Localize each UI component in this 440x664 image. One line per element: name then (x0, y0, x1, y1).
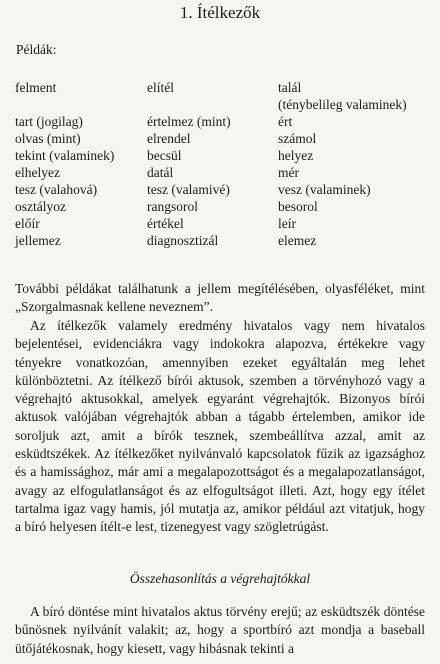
verb-item: tesz (valahová) (15, 182, 98, 197)
verb-item: leír (278, 216, 296, 231)
verb-item: értelmez (mint) (147, 114, 231, 129)
verb-item: számol (278, 131, 317, 146)
verb-item: jellemez (15, 233, 61, 248)
verb-item: ért (278, 114, 293, 129)
verb-item: helyez (278, 148, 314, 163)
verb-item: elemez (278, 233, 317, 248)
body-paragraph: Az ítélkezők valamely eredmény hivatalos vagy nem hivatalos bejelentései, evidenciákra vagy indokokra alapozva, értékekre vagy tényekre vonatkozóan, amennyiben ezeket egyáltalán meg lehet különböztetni. Az ítélkező bírói aktusok, szemben a törvényhozó vagy a végrehajtó aktusokkal, amelyek egyaránt végrehajtók. Bizonyos bírói aktusok valójában végrehajtók abban a tágabb értelemben, amikor ide soroljuk azt, amit a bírók tesznek, szembeállítva azzal, amit az esküdtszékek. Az ítélkezőket nyilvánvaló kapcsolatok fűzik az igazsághoz és a hamissághoz, már ami a megalapozottságot és a megalapozatlanságot, avagy az elfogulatlanságot és az elfogultságot illeti. Azt, hogy egy ítélet tartalma igaz vagy hamis, jól mutatja az, amikor például azt vitatjuk, hogy a bíró helyesen ítélt-e lest, tizenegyest vagy szögletrúgást. (15, 318, 425, 535)
verb-item: datál (147, 165, 174, 180)
verb-item: rangsorol (147, 199, 198, 214)
verb-item: osztályoz (15, 199, 66, 214)
verb-item: (ténybelileg valaminek) (278, 97, 407, 112)
verb-item: felment (15, 80, 57, 95)
verb-item: diagnosztizál (147, 233, 219, 248)
verb-item: tart (jogilag) (15, 114, 83, 129)
verb-item: elhelyez (15, 165, 60, 180)
verb-item: elrendel (147, 131, 191, 146)
verb-item: becsül (147, 148, 182, 163)
verb-item: elítél (147, 80, 174, 95)
verb-item: előír (15, 216, 40, 231)
section-title: 1. Ítélkezők (179, 3, 261, 22)
verb-item: olvas (mint) (15, 131, 81, 146)
verb-item: vesz (valaminek) (278, 182, 371, 197)
verb-item: értékel (147, 216, 184, 231)
verb-item: mér (278, 165, 299, 180)
verb-item: talál (278, 80, 302, 95)
body-paragraph: A bíró döntése mint hivatalos aktus törvény erejű; az esküdtszék döntése bűnösnek nyilvánít valakit; az, hogy a sportbíró azt mondja a baseball ütőjátékosnak, hogy kiesett, vagy hibásnak tekinti a (15, 604, 425, 656)
examples-label: Példák: (16, 42, 57, 57)
verb-item: tesz (valamivé) (147, 182, 230, 197)
subsection-heading: Összehasonlítás a végrehajtókkal (129, 571, 311, 586)
verb-item: tekint (valaminek) (15, 148, 115, 163)
body-paragraph: További példákat találhatunk a jellem megítélésében, olyasféléket, mint „Szorgalmasnak kellene neveznem”. (15, 281, 425, 315)
verb-item: besorol (278, 199, 318, 214)
